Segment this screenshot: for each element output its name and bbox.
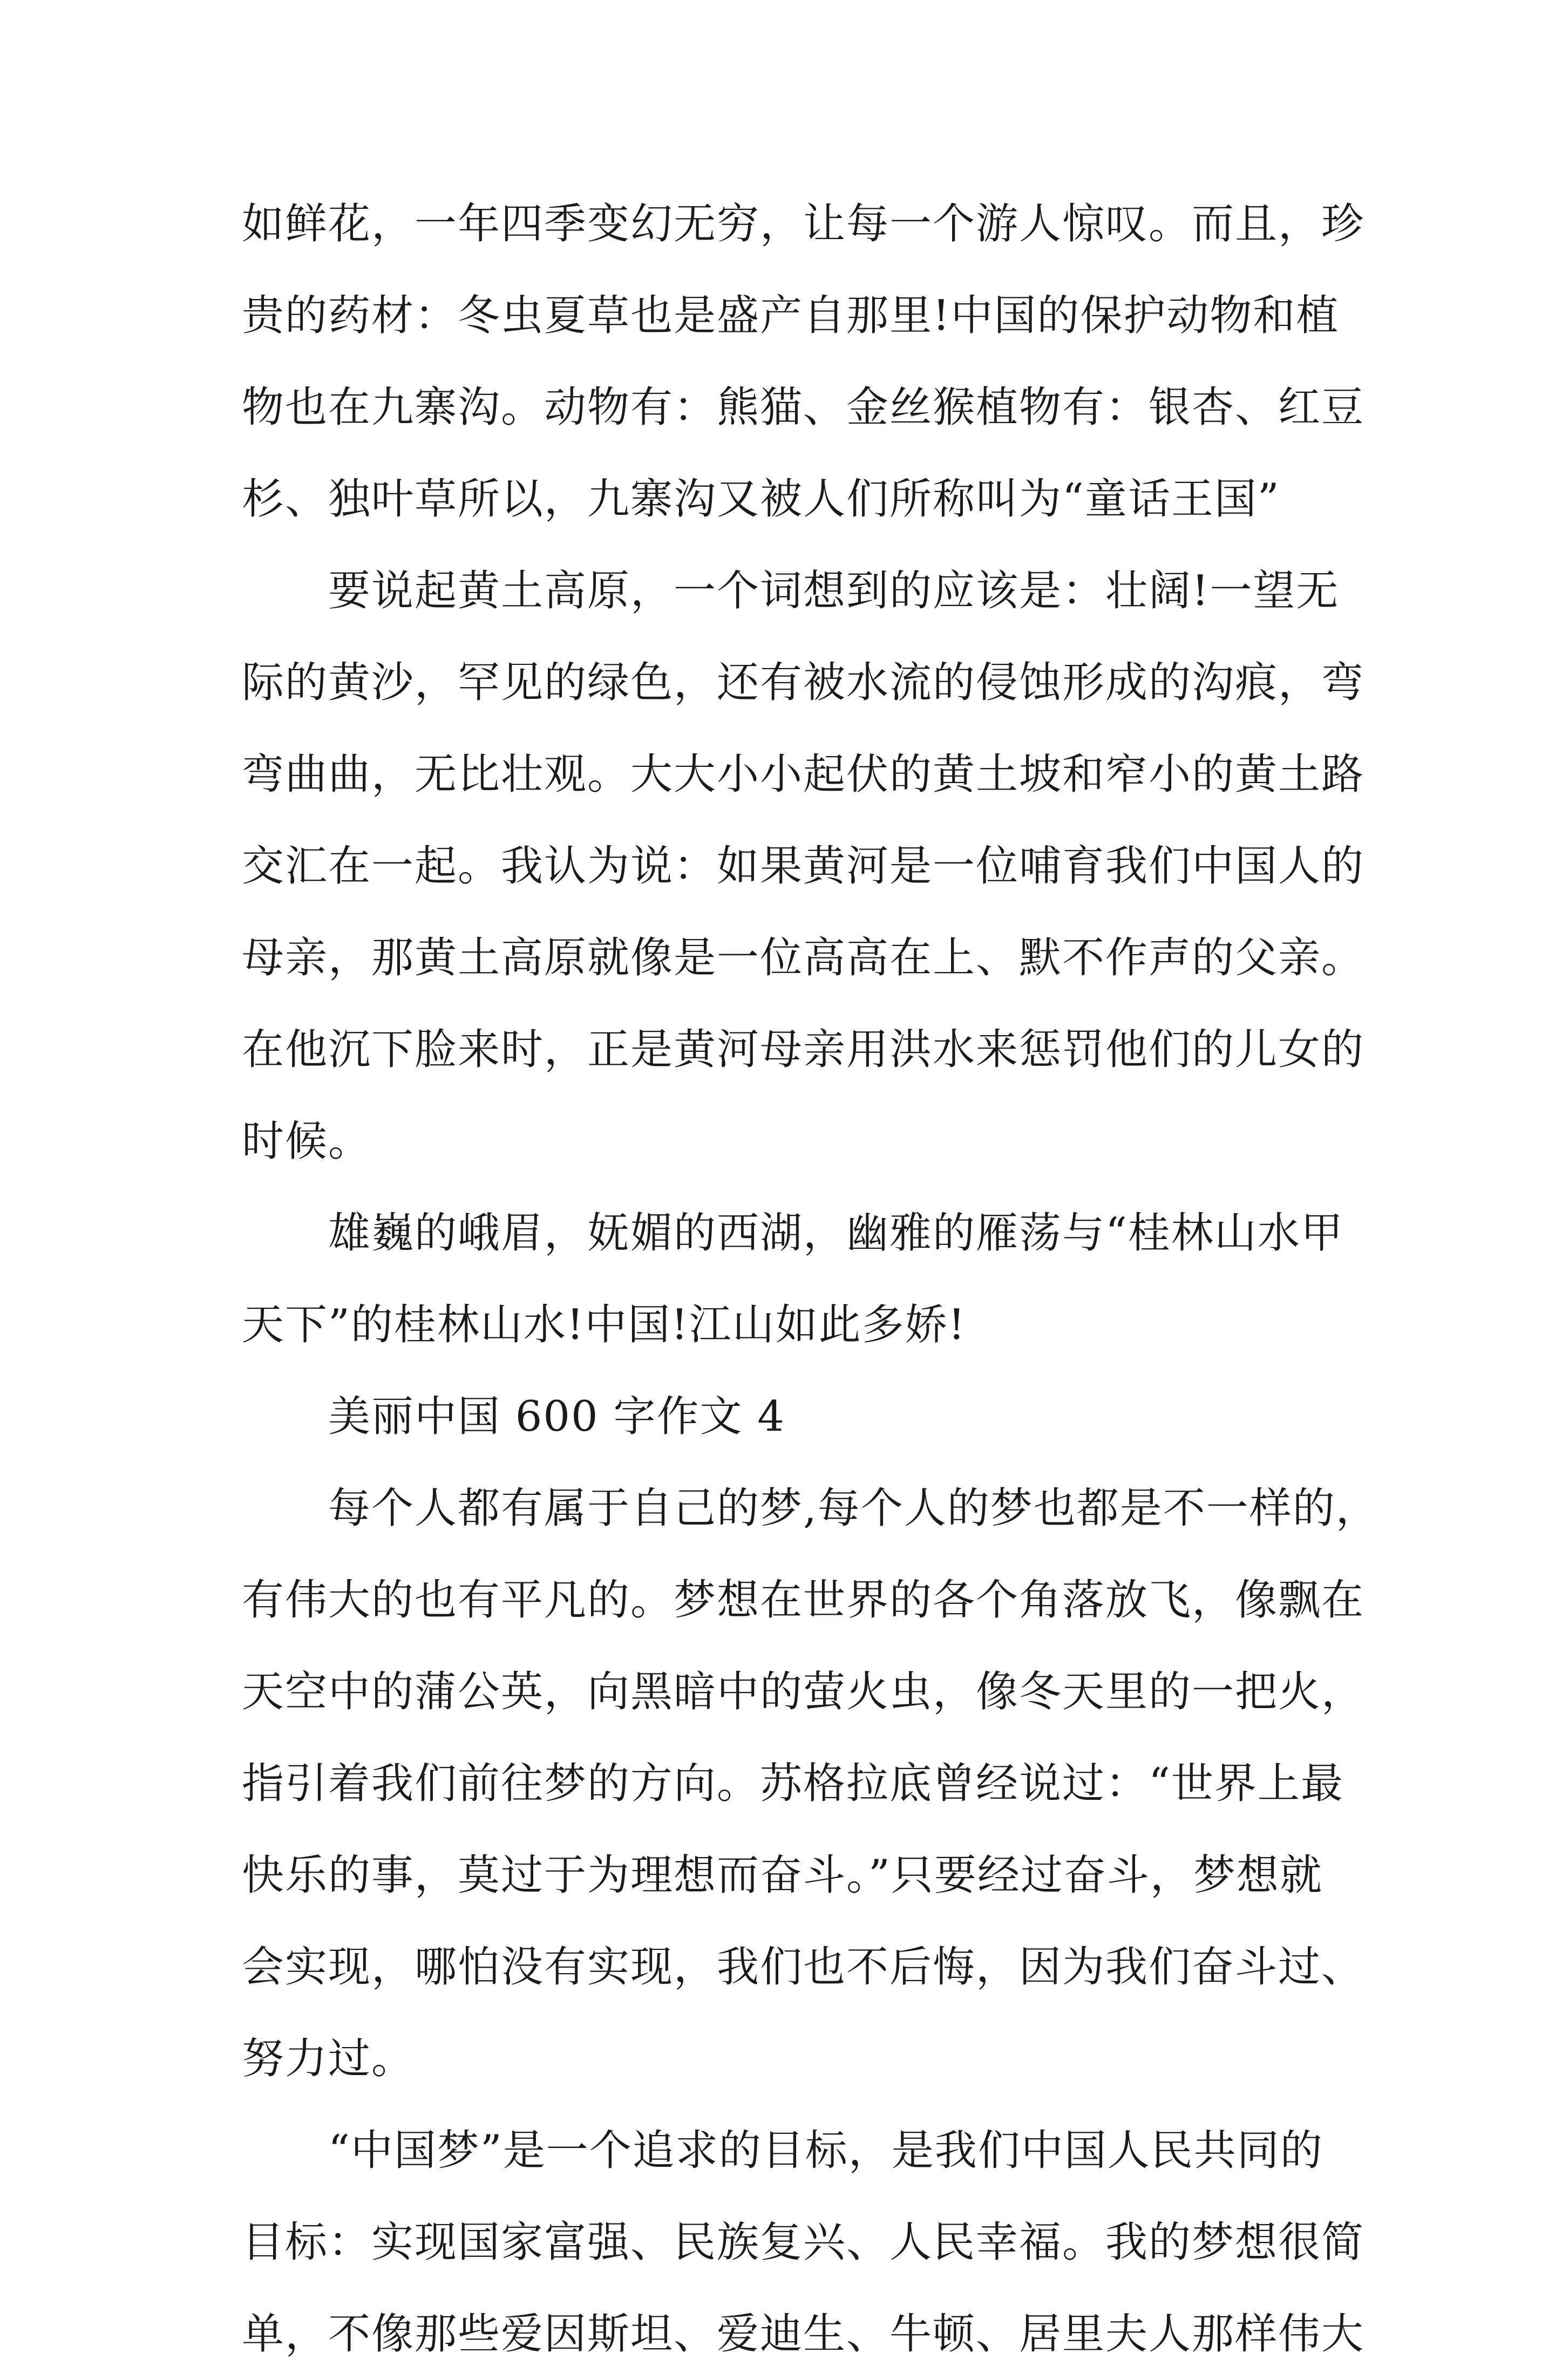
- text-line: “中国梦”是一个追求的目标，是我们中国人民共同的: [328, 2126, 1323, 2175]
- text-line: 天下”的桂林山水!中国!江山如此多娇!: [242, 1301, 966, 1349]
- text-line: 物也在九寨沟。动物有：熊猫、金丝猴植物有：银杏、红豆: [242, 383, 1365, 432]
- text-line: 雄巍的峨眉，妩媚的西湖，幽雅的雁荡与“桂林山水甲: [328, 1209, 1344, 1257]
- text-line: 在他沉下脸来时，正是黄河母亲用洪水来惩罚他们的儿女的: [242, 1025, 1365, 1074]
- text-line: 母亲，那黄土高原就像是一位高高在上、默不作声的父亲。: [242, 934, 1365, 982]
- text-line: 有伟大的也有平凡的。梦想在世界的各个角落放飞，像飘在: [242, 1576, 1365, 1624]
- text-line: 目标：实现国家富强、民族复兴、人民幸福。我的梦想很简: [242, 2218, 1365, 2267]
- text-line: 要说起黄土高原，一个词想到的应该是：壮阔!一望无: [328, 567, 1340, 615]
- document-body: [242, 178, 1379, 2380]
- section-heading: 美丽中国 600 字作文 4: [328, 1392, 785, 1441]
- text-line: 时候。: [242, 1117, 372, 1166]
- text-line: 贵的药材：冬虫夏草也是盛产自那里!中国的保护动物和植: [242, 291, 1340, 340]
- text-line: 快乐的事，莫过于为理想而奋斗。”只要经过奋斗，梦想就: [242, 1851, 1323, 1900]
- text-line: 单，不像那些爱因斯坦、爱迪生、牛顿、居里夫人那样伟大: [242, 2310, 1365, 2358]
- text-line: 会实现，哪怕没有实现，我们也不后悔，因为我们奋斗过、: [242, 1943, 1365, 1991]
- text-line: 弯曲曲，无比壮观。大大小小起伏的黄土坡和窄小的黄土路: [242, 750, 1365, 799]
- text-line: 杉、独叶草所以，九寨沟又被人们所称叫为“童话王国”: [242, 475, 1280, 523]
- text-line: 指引着我们前往梦的方向。苏格拉底曾经说过：“世界上最: [242, 1759, 1344, 1808]
- text-line: 际的黄沙，罕见的绿色，还有被水流的侵蚀形成的沟痕，弯: [242, 658, 1365, 707]
- text-line: 努力过。: [242, 2035, 415, 2083]
- text-line: 每个人都有属于自己的梦,每个人的梦也都是不一样的，: [328, 1484, 1379, 1533]
- text-line: 交汇在一起。我认为说：如果黄河是一位哺育我们中国人的: [242, 842, 1365, 890]
- text-line: 如鲜花，一年四季变幻无穷，让每一个游人惊叹。而且，珍: [242, 200, 1365, 248]
- text-line: 天空中的蒲公英，向黑暗中的萤火虫，像冬天里的一把火，: [242, 1668, 1365, 1716]
